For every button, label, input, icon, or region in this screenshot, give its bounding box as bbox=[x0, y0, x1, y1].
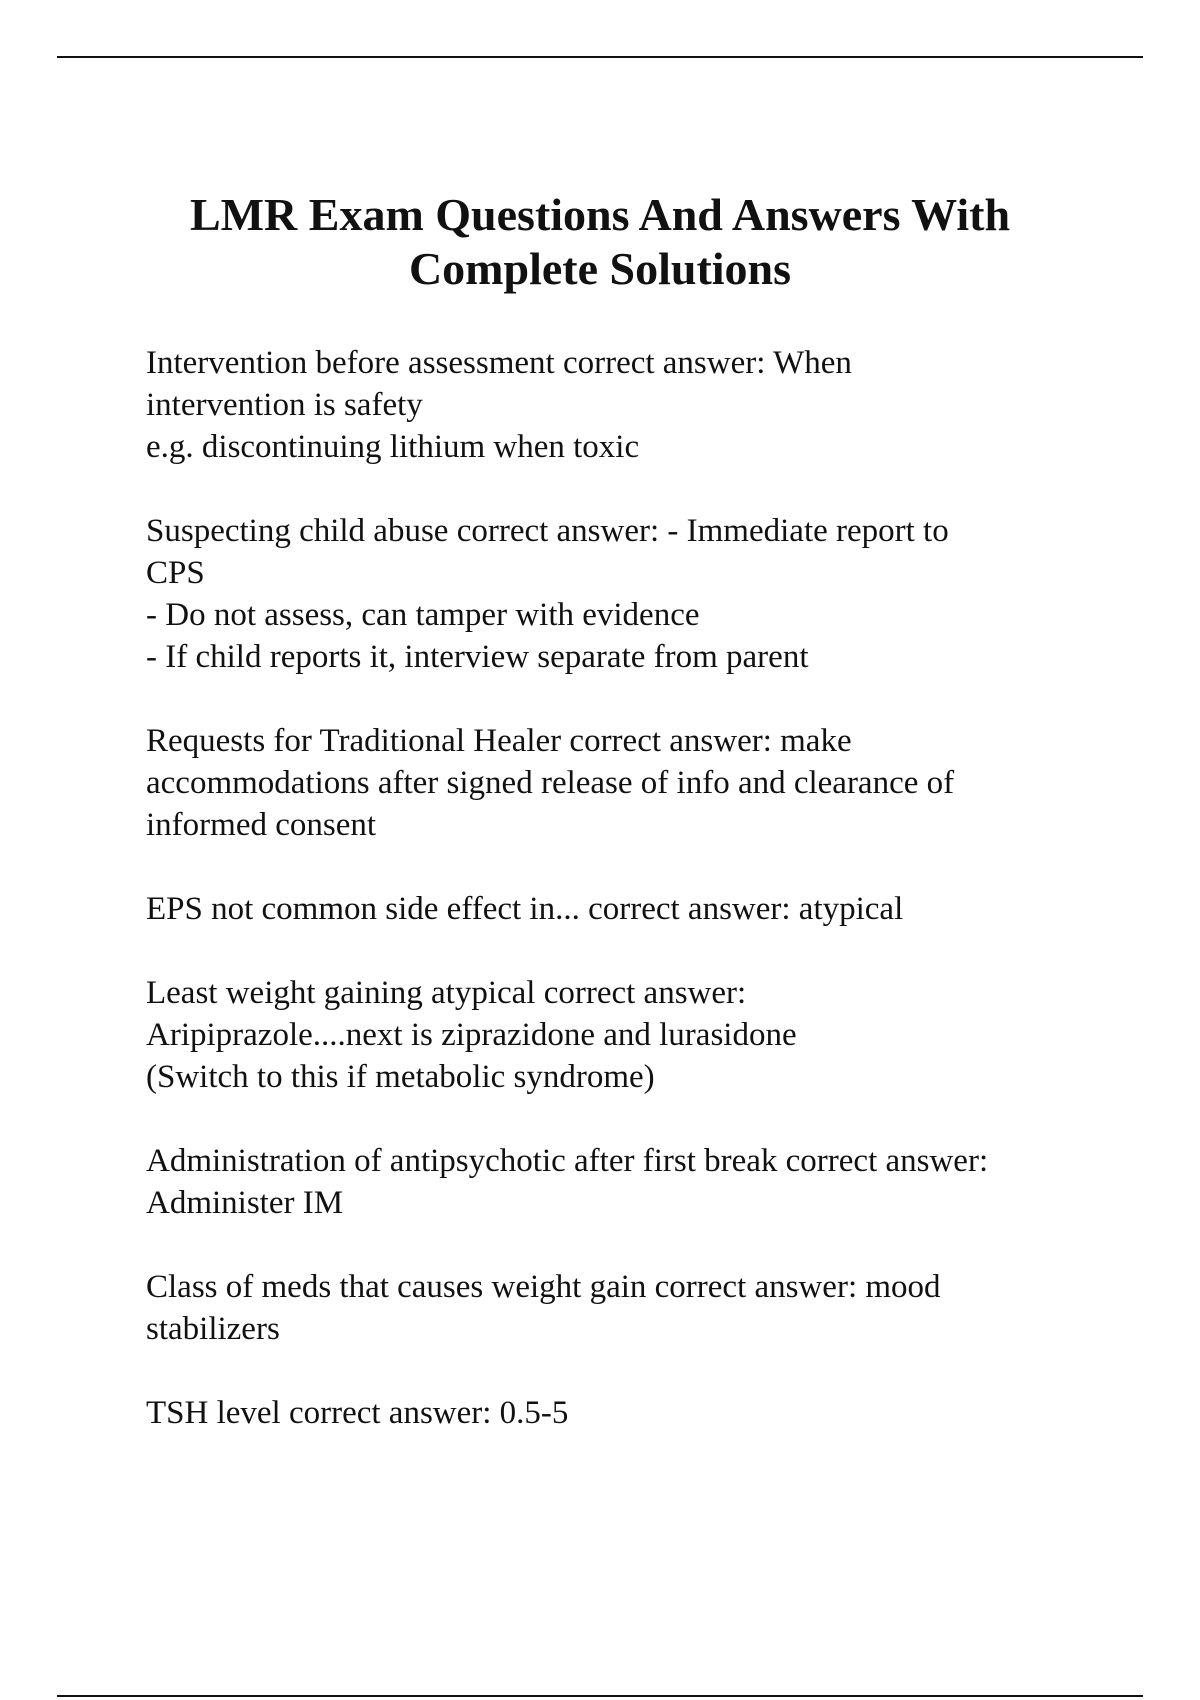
qa-line: Class of meds that causes weight gain correct answer: mood bbox=[146, 1269, 941, 1305]
qa-line: - If child reports it, interview separate from parent bbox=[146, 639, 809, 675]
qa-entry-tsh-level bbox=[146, 1392, 1146, 1434]
qa-entry-weight-gain-meds bbox=[146, 1266, 1146, 1350]
qa-line: stabilizers bbox=[146, 1311, 280, 1347]
bottom-divider bbox=[57, 1695, 1143, 1697]
qa-line: informed consent bbox=[146, 807, 377, 843]
qa-entry-eps-side-effect bbox=[146, 888, 1146, 930]
qa-line: EPS not common side effect in... correct answer: atypical bbox=[146, 891, 904, 927]
qa-line: CPS bbox=[146, 555, 205, 591]
qa-line: intervention is safety bbox=[146, 387, 423, 423]
qa-entry-suspecting-child-abuse bbox=[146, 510, 1146, 678]
qa-line: Intervention before assessment correct answer: When bbox=[146, 345, 852, 381]
title-line-2: Complete Solutions bbox=[408, 243, 792, 294]
qa-entry-antipsychotic-first-break bbox=[146, 1140, 1146, 1224]
qa-entry-least-weight-gaining bbox=[146, 972, 1146, 1098]
qa-line: Suspecting child abuse correct answer: - Immediate report to bbox=[146, 513, 949, 549]
qa-line: TSH level correct answer: 0.5-5 bbox=[146, 1395, 569, 1431]
qa-line: Least weight gaining atypical correct answer: bbox=[146, 975, 747, 1011]
qa-entry-intervention-before-assessment bbox=[146, 342, 1146, 468]
qa-line: accommodations after signed release of info and clearance of bbox=[146, 765, 955, 801]
qa-line: - Do not assess, can tamper with evidence bbox=[146, 597, 700, 633]
qa-entry-traditional-healer bbox=[146, 720, 1146, 846]
qa-line: e.g. discontinuing lithium when toxic bbox=[146, 429, 640, 465]
qa-line: Aripiprazole....next is ziprazidone and lurasidone bbox=[146, 1017, 797, 1053]
title-line-1: LMR Exam Questions And Answers With bbox=[189, 189, 1011, 240]
qa-list bbox=[146, 342, 1146, 1476]
document-title bbox=[100, 188, 1100, 296]
top-divider bbox=[57, 56, 1143, 58]
qa-line: Administer IM bbox=[146, 1185, 344, 1221]
qa-line: (Switch to this if metabolic syndrome) bbox=[146, 1059, 655, 1095]
qa-line: Requests for Traditional Healer correct answer: make bbox=[146, 723, 852, 759]
qa-line: Administration of antipsychotic after first break correct answer: bbox=[146, 1143, 989, 1179]
